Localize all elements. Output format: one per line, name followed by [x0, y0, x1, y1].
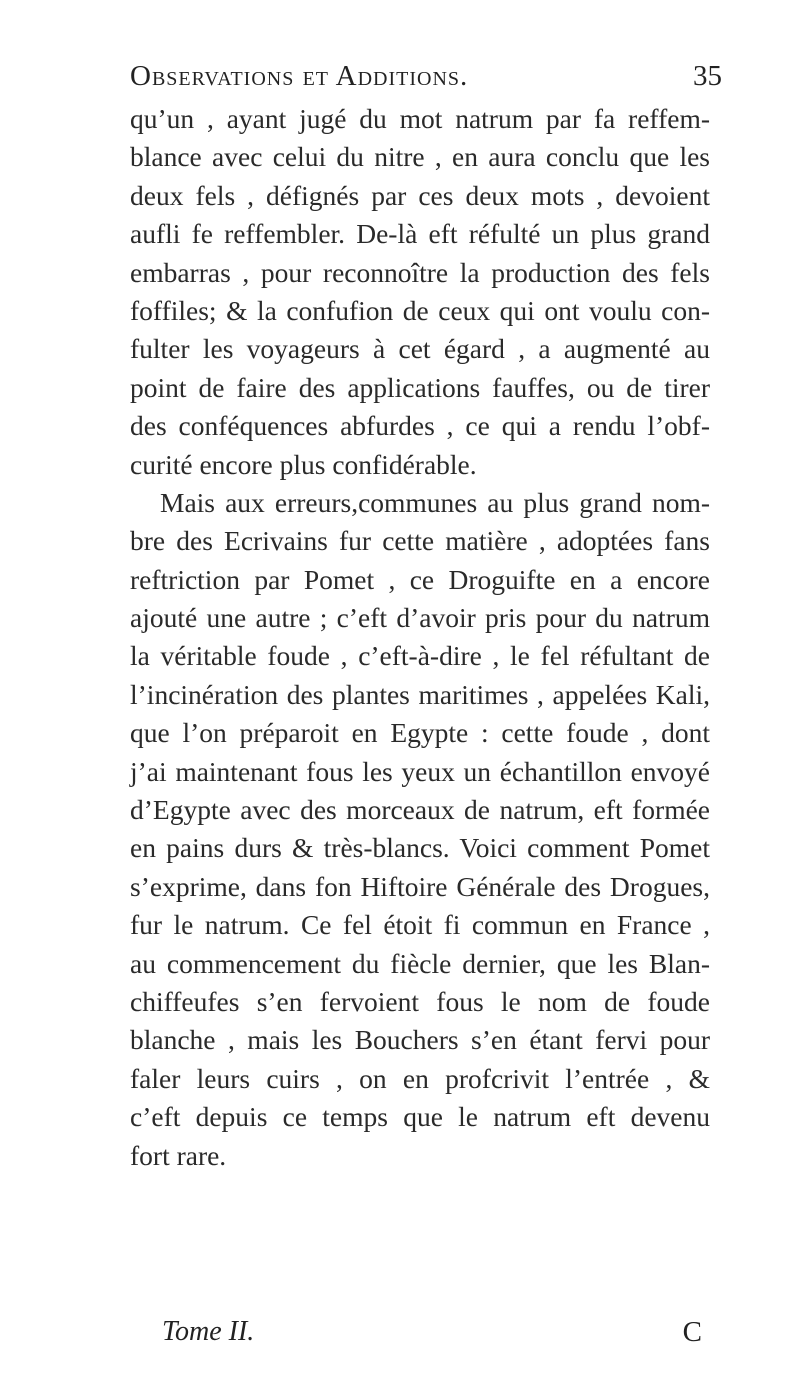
- gathering-signature: C: [682, 1316, 702, 1348]
- page-number: 35: [693, 60, 722, 92]
- text-line: en pains durs & très-blancs. Voici comment Pomet: [130, 832, 710, 864]
- text-line: fort rare.: [130, 1139, 227, 1171]
- text-line: j’ai maintenant fous les yeux un échantillon envoyé: [130, 755, 710, 787]
- text-line: que l’on préparoit en Egypte : cette foude , dont: [130, 717, 710, 749]
- text-line: embarras , pour reconnoître la production des fels: [130, 256, 710, 288]
- paragraph-start-line: Mais aux erreurs,communes au plus grand nom-: [160, 486, 710, 518]
- text-line: ajouté une autre ; c’eft d’avoir pris pour du natrum: [130, 602, 710, 634]
- text-line: deux fels , défignés par ces deux mots , devoient: [130, 179, 710, 211]
- text-line: fulter les voyageurs à cet égard , a augmenté au: [130, 333, 710, 365]
- text-line: la véritable foude , c’eft-à-dire , le fel réfultant de: [130, 640, 710, 672]
- text-line: d’Egypte avec des morceaux de natrum, eft formée: [130, 794, 710, 826]
- text-line: curité encore plus confidérable.: [130, 448, 477, 480]
- text-line: c’eft depuis ce temps que le natrum eft devenu: [130, 1101, 710, 1133]
- text-line: faler leurs cuirs , on en profcrivit l’entrée , &: [130, 1062, 710, 1094]
- text-line: fur le natrum. Ce fel étoit fi commun en France ,: [130, 909, 710, 941]
- page-footer: [162, 1316, 702, 1356]
- volume-signature: Tome II.: [162, 1316, 255, 1347]
- body-text: [130, 100, 710, 1175]
- text-line: qu’un , ayant jugé du mot natrum par fa reffem-: [130, 103, 710, 134]
- text-line: point de faire des applications fauffes, ou de tirer: [130, 371, 710, 403]
- text-line: s’exprime, dans fon Hiftoire Générale des Drogues,: [130, 870, 710, 902]
- text-line: l’incinération des plantes maritimes , appelées Kali,: [130, 678, 710, 710]
- text-line: foffiles; & la confufion de ceux qui ont voulu con-: [130, 294, 710, 326]
- text-line: des conféquences abfurdes , ce qui a rendu l’obf-: [130, 410, 710, 442]
- text-line: chiffeufes s’en fervoient fous le nom de foude: [130, 985, 710, 1017]
- text-line: aufli fe reffembler. De-là eft réfulté un plus grand: [130, 218, 710, 250]
- text-line: blanche , mais les Bouchers s’en étant fervi pour: [130, 1024, 710, 1056]
- text-line: blance avec celui du nitre , en aura conclu que les: [130, 141, 710, 173]
- running-head-title: Observations et Additions.: [130, 60, 469, 92]
- text-line: reftriction par Pomet , ce Droguifte en a encore: [130, 563, 710, 595]
- text-line: au commencement du fiècle dernier, que les Blan-: [130, 947, 710, 979]
- running-head: [130, 60, 730, 100]
- text-line: bre des Ecrivains fur cette matière , adoptées fans: [130, 525, 710, 557]
